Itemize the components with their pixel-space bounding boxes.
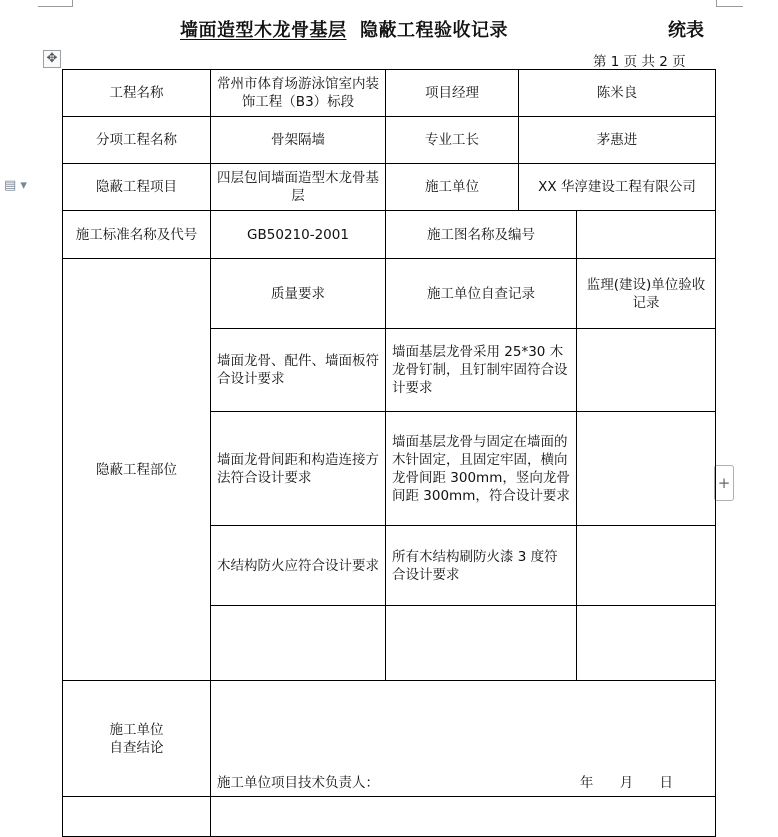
col-quality-header: 质量要求 xyxy=(211,259,386,329)
record-cell[interactable]: 墙面基层龙骨与固定在墙面的木针固定，且固定牢固，横向龙骨间距 300mm，竖向龙骨间距 300mm，符合设计要求 xyxy=(386,412,577,526)
signer-label: 施工单位项目技术负责人： xyxy=(217,775,379,791)
hidden-item-label: 隐蔽工程项目 xyxy=(63,164,211,211)
supervision-cell[interactable] xyxy=(577,412,716,526)
conclusion-label: 施工单位 自查结论 xyxy=(63,681,211,797)
unit-value[interactable]: XX 华淳建设工程有限公司 xyxy=(519,164,716,211)
page-info: 第 1 页 共 2 页 xyxy=(593,54,686,70)
conclusion-cell[interactable] xyxy=(211,681,716,797)
move-icon[interactable]: ✥ xyxy=(43,50,61,68)
month-label: 月 xyxy=(619,775,634,791)
document-icon[interactable]: ▤ ▾ xyxy=(4,178,27,193)
title-underlined: 墙面造型木龙骨基层 xyxy=(180,20,347,41)
section-label: 隐蔽工程部位 xyxy=(63,259,211,681)
manager-label: 项目经理 xyxy=(386,70,519,117)
corner-mark xyxy=(716,0,743,7)
quality-cell[interactable]: 墙面龙骨间距和构造连接方法符合设计要求 xyxy=(211,412,386,526)
col-supervision-header: 监理(建设)单位验收记录 xyxy=(577,259,716,329)
next-row-cell[interactable] xyxy=(211,797,716,837)
foreman-value[interactable]: 茅惠进 xyxy=(519,117,716,164)
supervision-cell[interactable] xyxy=(577,526,716,606)
quality-cell[interactable]: 墙面龙骨、配件、墙面板符合设计要求 xyxy=(211,329,386,412)
page-title xyxy=(180,16,508,42)
record-cell[interactable]: 所有木结构刷防火漆 3 度符合设计要求 xyxy=(386,526,577,606)
project-name-value[interactable]: 常州市体育场游泳馆室内装饰工程（B3）标段 xyxy=(211,70,386,117)
sub-project-label: 分项工程名称 xyxy=(63,117,211,164)
plus-icon[interactable]: + xyxy=(714,465,734,501)
day-label: 日 xyxy=(659,775,673,791)
record-table xyxy=(62,69,716,837)
col-self-check-header: 施工单位自查记录 xyxy=(386,259,577,329)
unit-label: 施工单位 xyxy=(386,164,519,211)
supervision-cell[interactable] xyxy=(577,606,716,681)
year-label: 年 xyxy=(579,775,594,791)
sub-project-value[interactable]: 骨架隔墙 xyxy=(211,117,386,164)
title-right: 统表 xyxy=(668,20,704,41)
drawing-value[interactable] xyxy=(577,211,716,259)
manager-value[interactable]: 陈米良 xyxy=(519,70,716,117)
next-row-label xyxy=(63,797,211,837)
date-fields xyxy=(562,774,673,792)
title-rest: 隐蔽工程验收记录 xyxy=(360,20,509,41)
corner-mark xyxy=(38,0,73,7)
standard-label: 施工标准名称及代号 xyxy=(63,211,211,259)
standard-value[interactable]: GB50210-2001 xyxy=(211,211,386,259)
quality-cell[interactable] xyxy=(211,606,386,681)
supervision-cell[interactable] xyxy=(577,329,716,412)
quality-cell[interactable]: 木结构防火应符合设计要求 xyxy=(211,526,386,606)
foreman-label: 专业工长 xyxy=(386,117,519,164)
record-cell[interactable]: 墙面基层龙骨采用 25*30 木龙骨钉制，且钉制牢固符合设计要求 xyxy=(386,329,577,412)
hidden-item-value[interactable]: 四层包间墙面造型木龙骨基层 xyxy=(211,164,386,211)
record-cell[interactable] xyxy=(386,606,577,681)
project-name-label: 工程名称 xyxy=(63,70,211,117)
drawing-label: 施工图名称及编号 xyxy=(386,211,577,259)
